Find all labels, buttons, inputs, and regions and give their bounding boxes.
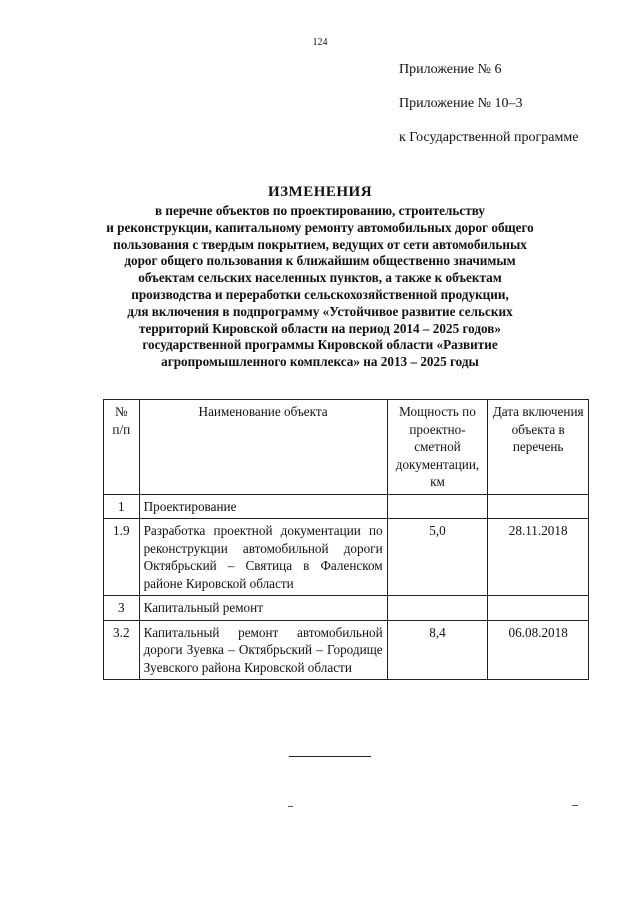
- header-capacity: Мощность по проектно-сметной документации, км: [387, 400, 488, 495]
- row-date: 28.11.2018: [488, 519, 589, 596]
- subtitle-line: территорий Кировской области на период 2014 – 2025 годов»: [138, 320, 502, 336]
- row-date: [488, 494, 589, 519]
- subtitle-line: в перечне объектов по проектированию, строительству: [155, 203, 485, 218]
- table-row: [104, 620, 589, 680]
- objects-table: [103, 399, 589, 680]
- scan-mark: [572, 805, 578, 806]
- subtitle-line: пользования с твердым покрытием, ведущих от сети автомобильных: [113, 236, 527, 252]
- scan-mark: [288, 806, 293, 807]
- document-subtitle: [80, 203, 560, 371]
- table-header-row: [104, 400, 589, 495]
- row-name: Капитальный ремонт автомобильной дороги Зуевка – Октябрьский – Городище Зуевского района Кировской области: [139, 620, 387, 680]
- subtitle-line: и реконструкции, капитальному ремонту автомобильных дорог общего: [106, 219, 534, 235]
- header-date: Дата включения объекта в перечень: [488, 400, 589, 495]
- row-name: Проектирование: [139, 494, 387, 519]
- row-date: 06.08.2018: [488, 620, 589, 680]
- subtitle-line: государственной программы Кировской области «Развитие: [142, 337, 498, 353]
- subtitle-line: производства и переработки сельскохозяйственной продукции,: [131, 286, 509, 302]
- subtitle-line: для включения в подпрограмму «Устойчивое развитие сельских: [127, 303, 513, 319]
- closing-rule: [289, 756, 371, 757]
- appendix-line-3: к Государственной программе: [399, 130, 579, 145]
- table-row: [104, 494, 589, 519]
- row-capacity: 5,0: [387, 519, 488, 596]
- table-row: [104, 519, 589, 596]
- row-num: 1.9: [104, 519, 140, 596]
- row-name: Капитальный ремонт: [139, 596, 387, 621]
- header-num: № п/п: [104, 400, 140, 495]
- page-number: 124: [312, 37, 328, 48]
- subtitle-line: агропромышленного комплекса» на 2013 – 2025 годы: [161, 354, 479, 370]
- row-name: Разработка проектной документации по реконструкции автомобильной дороги Октябрьский – Святица в Фаленском районе Кировской области: [139, 519, 387, 596]
- row-num: 3: [104, 596, 140, 621]
- table-row: [104, 596, 589, 621]
- header-name: Наименование объекта: [139, 400, 387, 495]
- document-title: ИЗМЕНЕНИЯ: [267, 184, 373, 200]
- row-num: 3.2: [104, 620, 140, 680]
- row-capacity: 8,4: [387, 620, 488, 680]
- subtitle-line: объектам сельских населенных пунктов, а также к объектам: [138, 270, 502, 286]
- appendix-line-1: Приложение № 6: [399, 62, 502, 77]
- row-capacity: [387, 494, 488, 519]
- row-date: [488, 596, 589, 621]
- row-capacity: [387, 596, 488, 621]
- subtitle-line: дорог общего пользования к ближайшим общественно значимым: [124, 253, 516, 269]
- row-num: 1: [104, 494, 140, 519]
- appendix-line-2: Приложение № 10–3: [399, 96, 523, 111]
